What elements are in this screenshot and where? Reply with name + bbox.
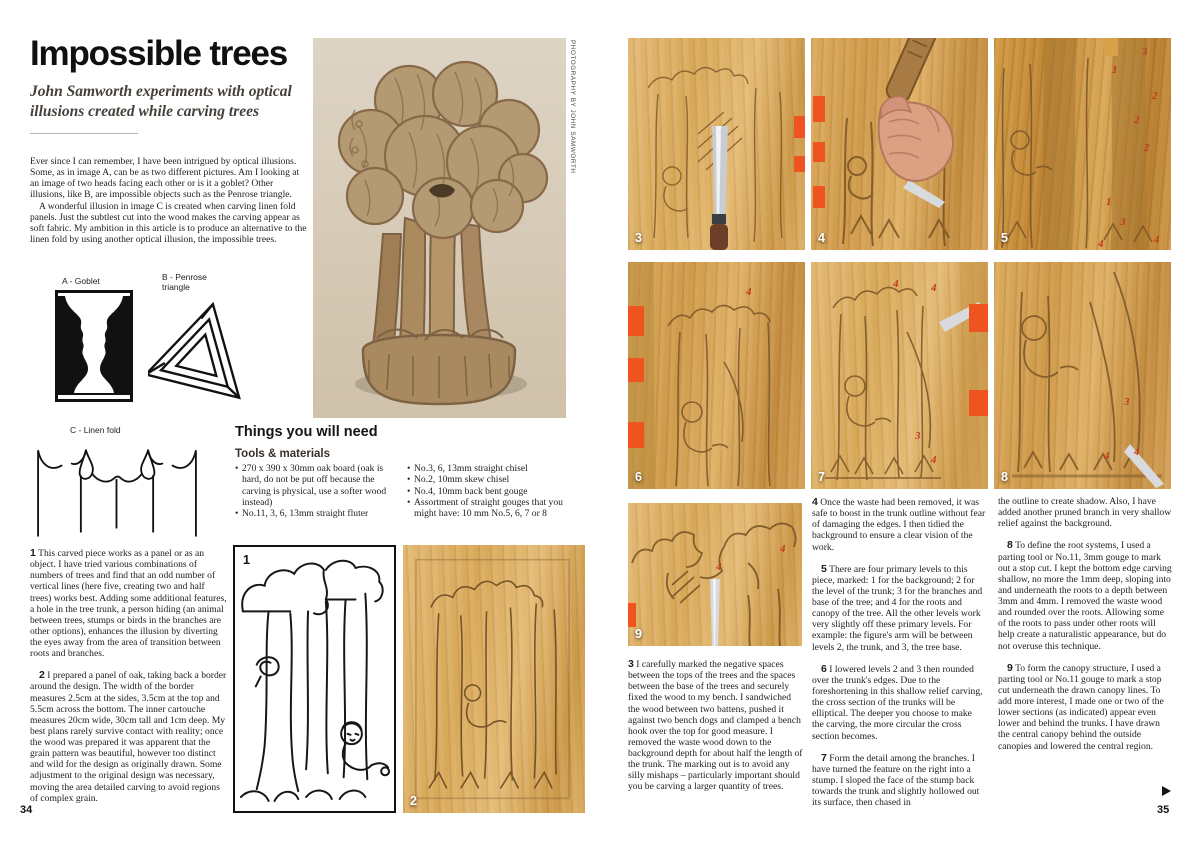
figure-4-carving-hand-photo — [811, 38, 988, 250]
step-5-text — [812, 563, 986, 653]
figure-number-badge: 4 — [818, 231, 825, 245]
photo-art — [811, 262, 988, 489]
red-level-mark: 1 — [1106, 196, 1112, 208]
standfirst: John Samworth experiments with optical illusions created while carving trees — [30, 83, 292, 120]
step-2-body: I prepared a panel of oak, taking back a border around the design. The width of the border measures 2.5cm at the sides, 3.5cm at the top and 5.5cm across the bottom. The inner cartouche measures 20cm wide, 30cm tall and 1cm deep. My best plans rarely survive contact with reality; once the wood was prepared it was apparent that the grain pattern was beautiful, however too distinct and wild for the design as originally drawn. Some adjustment to the original design was necessary, moving the area detailed carving to avoid regions of complex grain. — [30, 670, 227, 804]
photo-credit: PHOTOGRAPHY BY JOHN SAMWORTH — [569, 40, 576, 174]
figure-8-roots-photo — [994, 262, 1171, 489]
red-level-mark: 3 — [1124, 396, 1130, 408]
step-7-text — [812, 752, 986, 809]
tool-item: • No.3, 6, 13mm straight chisel — [407, 463, 583, 474]
red-level-mark: 4 — [931, 454, 937, 466]
red-level-mark: 3 — [1120, 216, 1126, 228]
things-heading: Things you will need — [235, 424, 378, 440]
step-9-number: 9 — [1007, 661, 1013, 674]
step-9-body: To form the canopy structure, I used a parting tool or No.11 gouge to mark a stop cut underneath the drawn canopy lines. To add more interest, I made one or two of the lower sections (as indicated) appear even lower and behind the trunks. I have drawn the central canopy behind the outside canopies and lowered the central region. — [998, 662, 1164, 752]
figure-5-levels-photo — [994, 38, 1171, 250]
tool-item: • No.2, 10mm skew chisel — [407, 474, 583, 485]
main-photo-carved-tree — [313, 38, 566, 418]
illustration-c-label: C - Linen fold — [70, 425, 121, 435]
step-8-number: 8 — [1007, 539, 1013, 552]
tool-item: • Assortment of straight gouges that you might have: 10 mm No.5, 6, 7 or 8 — [407, 497, 583, 520]
carved-tree-sculpture-art — [313, 38, 566, 418]
figure-7-branch-detail-photo — [811, 262, 988, 489]
figure-6-lowered-levels-photo — [628, 262, 805, 489]
red-level-mark: 4 — [1104, 450, 1110, 462]
intro-paragraph-2: A wonderful illusion in image C is created when carving linen fold panels. Just the subtlest cut into the wood makes the carving appear as soft fabric. My ambition in this article is to produce an alternative to the linen fold by using another optical illusion, the impossible trees. — [30, 200, 307, 245]
red-level-mark: 4 — [893, 278, 899, 290]
red-level-mark: 2 — [1134, 114, 1140, 126]
step-5-body: There are four primary levels to this piece, marked: 1 for the background; 2 for the level of the trunk; 3 for the branches and base of the tree; and 4 for the roots and canopy of the tree. All the other levels work very slightly off these primary levels. For example: the figure's arm will be between levels 2, the trunk, and 3, the tree base. — [812, 563, 983, 653]
red-level-mark: 1 — [1112, 64, 1118, 76]
red-level-mark: 4 — [1098, 238, 1104, 250]
figure-9-canopy-photo — [628, 503, 802, 646]
figure-1-design-drawing — [233, 545, 396, 813]
step-7-continuation: the outline to create shadow. Also, I have added another pruned branch in very shallow relief against the background. — [998, 496, 1172, 530]
step-7-body: Form the detail among the branches. I have turned the feature on the right into a stump. I sloped the face of the stump back towards the trunk and slightly hollowed out its surface, then chased in — [812, 752, 980, 809]
step-3-body: I carefully marked the negative spaces between the tops of the trees and the spaces between the base of the trees and securely fixed the wood to my bench. I sandwiched the wood between two battens, pushed it against two bench dogs and clamped a bench hook over the top for good measure. I removed the waste wood down to the background depth for about half the length of the trunk. The marking out is to avoid any silly mishaps – particularly important should you be carving a larger quantity of trees. — [628, 659, 803, 793]
steps-column-1 — [628, 658, 804, 803]
figure-number-badge: 9 — [635, 627, 642, 641]
red-level-mark: 4 — [1134, 446, 1140, 458]
goblet-illusion-art — [55, 290, 133, 402]
page-number-right: 35 — [1157, 804, 1170, 816]
step-9-text — [998, 662, 1172, 752]
step-2-number: 2 — [39, 669, 45, 682]
divider-rule — [30, 133, 138, 134]
tool-item: • 270 x 390 x 30mm oak board (oak is hard, do not be put off because the carving is physical, use a softer wood instead) — [235, 463, 395, 508]
tool-item: • No.11, 3, 6, 13mm straight fluter — [235, 508, 395, 519]
step-6-body: I lowered levels 2 and 3 then rounded over the trunk's edges. Due to the foreshortening in this shallow relief carving, the cross section of the trunks will be elliptical. The deeper you choose to make the carving, the more circular the cross section becomes. — [812, 663, 983, 742]
red-level-mark: 4 — [931, 282, 937, 294]
red-level-mark: 4 — [780, 543, 786, 555]
penrose-triangle-illustration — [148, 296, 256, 400]
tools-list-column-2 — [407, 463, 583, 520]
intro-paragraph-1: Ever since I can remember, I have been intrigued by optical illusions. Some, as in image A, can be as two different pictures. Am I looking at an image of two heads facing each other or is it a goblet? Other illusions, like B, are impossible objects such as the Penrose triangle. — [30, 156, 300, 201]
step-4-text — [812, 496, 986, 553]
penrose-triangle-art — [148, 296, 256, 400]
red-level-mark: 4 — [746, 286, 752, 298]
tools-list-column-1 — [235, 463, 395, 520]
red-level-mark: 2 — [1144, 142, 1150, 154]
step-6-text — [812, 663, 986, 742]
tool-item: • No.4, 10mm back bent gouge — [407, 486, 583, 497]
figure-number-badge: 6 — [635, 470, 642, 484]
linen-fold-illustration — [33, 437, 201, 541]
design-line-art — [235, 547, 393, 810]
step-3-number: 3 — [628, 658, 634, 670]
step-2-text — [30, 669, 228, 804]
step-1-body: This carved piece works as a panel or as an object. I have tried various combinations of numbers of trees and find that an odd number of vertical lines (here five, creating two and half trees) works best. Adding some additional features, a hole in the tree trunk, a person hiding (an animal between trees, stumps or birds in the branches are other options), enhances the illusion by diverting the eyes away from the area of transition between roots and branches. — [30, 548, 227, 660]
step-5-number: 5 — [821, 562, 827, 575]
panel-sketch-art — [403, 545, 585, 813]
intro-text — [30, 156, 310, 245]
photo-art — [628, 503, 802, 646]
illustration-a-label: A - Goblet — [62, 276, 100, 286]
figure-number-badge: 3 — [635, 231, 642, 245]
photo-art — [628, 38, 805, 250]
illustration-b-label: B - Penrose triangle — [162, 272, 207, 292]
step-8-text — [998, 539, 1172, 651]
red-level-mark: 4 — [716, 561, 722, 573]
step-4-number: 4 — [812, 496, 818, 508]
photo-art — [994, 262, 1171, 489]
page-title: Impossible trees — [30, 34, 288, 73]
figure-number-badge: 1 — [243, 553, 250, 567]
red-level-mark: 3 — [1142, 46, 1148, 58]
step-6-number: 6 — [821, 662, 827, 675]
things-you-will-need — [235, 424, 587, 520]
goblet-illusion-illustration — [55, 290, 133, 402]
step-8-body: To define the root systems, I used a parting tool or No.11, 3mm gouge to mark out a stop cut. I kept the bottom edge carving shallow, no more the 1mm deep, sloping into and underneath the roots to a depth between 3mm and 4mm. I removed the waste wood and rounded over the roots. Allowing some of the roots to pass under other roots will help create a naturalistic appearance, but do not overuse this technique. — [998, 540, 1172, 652]
step-7-number: 7 — [821, 751, 827, 764]
figure-2-drawn-panel-photo — [403, 545, 585, 813]
red-level-mark: 3 — [915, 430, 921, 442]
continued-arrow-icon — [1162, 786, 1171, 796]
tools-materials-subheading: Tools & materials — [235, 448, 331, 460]
photo-art — [628, 262, 805, 489]
steps-column-3 — [998, 496, 1172, 762]
figure-number-badge: 7 — [818, 470, 825, 484]
step-4-body: Once the waste had been removed, it was safe to boost in the trunk outline without fear of damaging the edges. I then tidied the background to ensure a clear vision of the work. — [812, 497, 986, 553]
photo-art — [811, 38, 988, 250]
figure-3-marking-photo — [628, 38, 805, 250]
step-1-number: 1 — [30, 547, 36, 559]
step-3-text — [628, 658, 804, 793]
steps-column-left — [30, 547, 228, 814]
red-level-mark: 4 — [1154, 234, 1160, 246]
figure-number-badge: 2 — [410, 794, 417, 808]
red-level-mark: 2 — [1152, 90, 1158, 102]
linen-fold-art — [33, 437, 201, 541]
figure-number-badge: 5 — [1001, 231, 1008, 245]
page-number-left: 34 — [20, 804, 33, 816]
steps-column-2 — [812, 496, 986, 818]
step-1-text — [30, 547, 228, 659]
figure-number-badge: 8 — [1001, 470, 1008, 484]
